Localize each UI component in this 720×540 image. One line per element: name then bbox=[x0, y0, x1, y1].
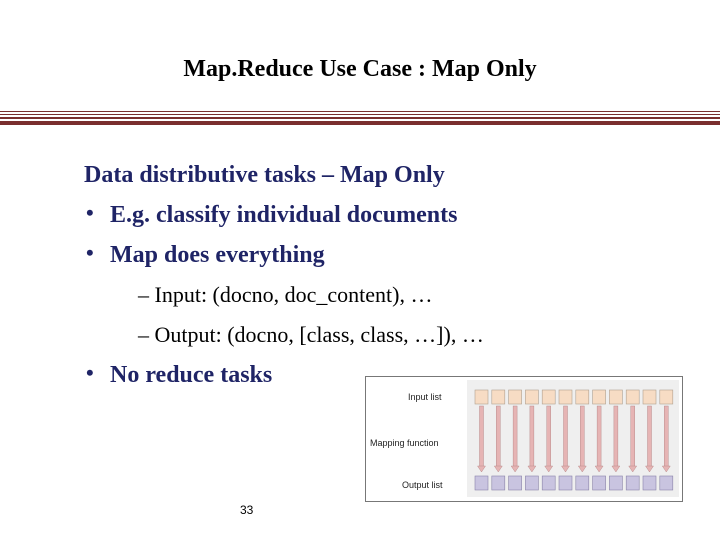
mapping-arrow bbox=[597, 406, 601, 468]
arrow-head-icon bbox=[612, 466, 620, 472]
sub-bullet-output: – Output: (docno, [class, class, …]), … bbox=[138, 322, 484, 347]
diagram-svg bbox=[467, 380, 679, 497]
output-cell bbox=[475, 476, 488, 490]
heading-line bbox=[84, 160, 704, 200]
arrow-head-icon bbox=[595, 466, 603, 472]
mapping-arrow bbox=[530, 406, 534, 468]
slide-title: Map.Reduce Use Case : Map Only bbox=[183, 56, 537, 82]
output-list-label: Output list bbox=[402, 480, 443, 490]
output-cell bbox=[509, 476, 522, 490]
input-cell bbox=[492, 390, 505, 404]
input-cell bbox=[509, 390, 522, 404]
arrow-head-icon bbox=[494, 466, 502, 472]
output-cell bbox=[643, 476, 656, 490]
mapping-arrow bbox=[480, 406, 484, 468]
mapping-arrow bbox=[614, 406, 618, 468]
input-cell bbox=[643, 390, 656, 404]
arrow-head-icon bbox=[629, 466, 637, 472]
mapping-arrow bbox=[496, 406, 500, 468]
mapping-arrow bbox=[564, 406, 568, 468]
output-cell bbox=[576, 476, 589, 490]
mapping-arrow bbox=[664, 406, 668, 468]
diagram-area bbox=[467, 380, 679, 497]
bullet-text: No reduce tasks bbox=[110, 362, 273, 388]
bullet-text: E.g. classify individual documents bbox=[110, 202, 458, 228]
input-cell bbox=[475, 390, 488, 404]
slide-body bbox=[84, 160, 704, 400]
mapping-arrow bbox=[648, 406, 652, 468]
mapping-arrow bbox=[513, 406, 517, 468]
output-cell bbox=[593, 476, 606, 490]
input-cell bbox=[660, 390, 673, 404]
arrow-head-icon bbox=[528, 466, 536, 472]
output-cell bbox=[609, 476, 622, 490]
output-cell bbox=[626, 476, 639, 490]
arrow-head-icon bbox=[646, 466, 654, 472]
bullet-dot-icon: • bbox=[86, 360, 94, 385]
arrow-head-icon bbox=[545, 466, 553, 472]
input-cell bbox=[626, 390, 639, 404]
bullet-dot-icon: • bbox=[86, 240, 94, 265]
output-cell bbox=[492, 476, 505, 490]
mapping-arrow bbox=[547, 406, 551, 468]
output-cell bbox=[660, 476, 673, 490]
output-cell bbox=[525, 476, 538, 490]
arrow-head-icon bbox=[662, 466, 670, 472]
sub-bullet-input: – Input: (docno, doc_content), … bbox=[138, 282, 433, 307]
input-cell bbox=[593, 390, 606, 404]
input-cell bbox=[559, 390, 572, 404]
title-rule bbox=[0, 111, 720, 125]
input-cell bbox=[609, 390, 622, 404]
input-cell bbox=[542, 390, 555, 404]
input-list-label: Input list bbox=[408, 392, 442, 402]
output-cell bbox=[559, 476, 572, 490]
output-cell bbox=[542, 476, 555, 490]
arrow-head-icon bbox=[478, 466, 486, 472]
input-cell bbox=[576, 390, 589, 404]
mapping-arrow bbox=[580, 406, 584, 468]
bullet-dot-icon: • bbox=[86, 200, 94, 225]
arrow-head-icon bbox=[578, 466, 586, 472]
map-only-diagram bbox=[365, 376, 683, 502]
arrow-head-icon bbox=[511, 466, 519, 472]
bullet-item bbox=[84, 200, 704, 240]
input-cell bbox=[525, 390, 538, 404]
mapping-arrow bbox=[631, 406, 635, 468]
mapping-function-label: Mapping function bbox=[370, 438, 439, 448]
heading-text: Data distributive tasks – Map Only bbox=[84, 162, 445, 188]
bullet-text: Map does everything bbox=[110, 242, 325, 268]
arrow-head-icon bbox=[562, 466, 570, 472]
page-number: 33 bbox=[240, 503, 254, 517]
bullet-item bbox=[84, 240, 704, 280]
